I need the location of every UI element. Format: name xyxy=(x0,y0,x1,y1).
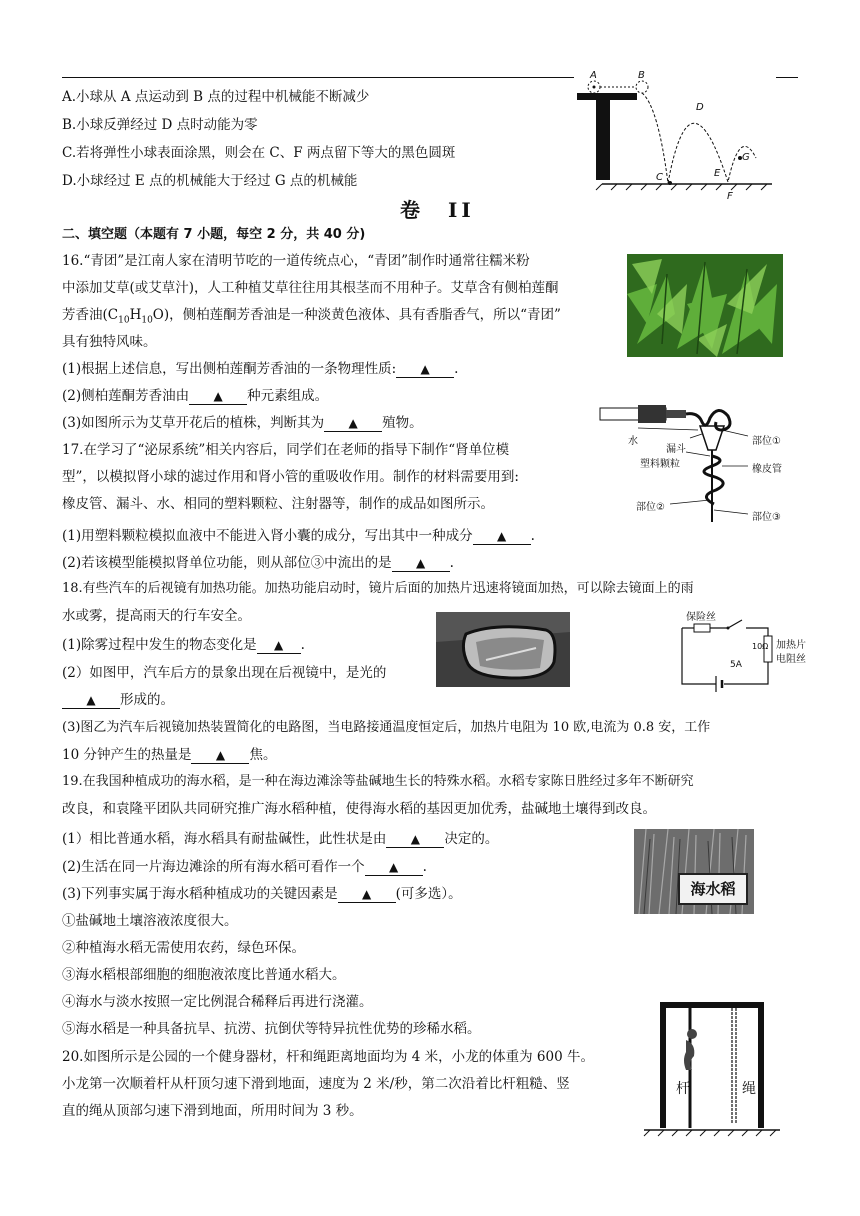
label-funnel: 漏斗 xyxy=(666,444,686,455)
label-water: 水 xyxy=(628,436,638,447)
label-fuse: 保险丝 xyxy=(686,612,716,623)
label-e: E xyxy=(714,168,721,179)
left-post xyxy=(660,1002,666,1128)
q18-part-2: (2）如图甲，汽车后方的景象出现在后视镜中，是光的 xyxy=(62,665,387,681)
q18-part-2-cont: ▲ 形成的。 xyxy=(62,691,174,709)
section-heading: 二、填空题（本题有 7 小题，每空 2 分，共 40 分) xyxy=(62,227,366,242)
option-c: C.若将弹性小球表面涂黑，则会在 C、F 两点留下等大的黑色圆斑 xyxy=(62,145,456,161)
label-part3: 部位③ xyxy=(752,512,781,523)
q20-stem-1: 20.如图所示是公园的一个健身器材，杆和绳距离地面均为 4 米，小龙的体重为 600 牛。 xyxy=(62,1049,594,1065)
q19-option: ①盐碱地土壤溶液浓度很大。 xyxy=(62,913,238,929)
answer-blank[interactable]: ▲ xyxy=(473,529,531,545)
q18-part-1: (1)除雾过程中发生的物态变化是 ▲ . xyxy=(62,637,305,653)
top-beam xyxy=(660,1002,764,1008)
q19-part-3: (3)下列事实属于海水稻种植成功的关键因素是 ▲ (可多选）。 xyxy=(62,886,462,902)
label-heater-1: 加热片 xyxy=(776,640,806,651)
label-r-value: 10Ω xyxy=(752,642,769,651)
label-c: C xyxy=(656,172,663,183)
sea-rice-sign: 海水稻 xyxy=(678,873,748,905)
q17-stem-3: 橡皮管、漏斗、水、相同的塑料颗粒、注射器等，制作的成品如图所示。 xyxy=(62,496,494,512)
label-pole: 杆 xyxy=(676,1081,690,1097)
label-heater-2: 电阻丝 xyxy=(776,654,806,665)
label-d: D xyxy=(696,102,704,113)
option-d: D.小球经过 E 点的机械能大于经过 G 点的机械能 xyxy=(62,173,358,189)
table-top xyxy=(577,93,637,100)
q16-stem-2: 中添加艾草(或艾草汁)，人工种植艾草往往用其根茎而不用种子。艾草含有侧柏莲酮 xyxy=(62,280,559,296)
answer-blank[interactable]: ▲ xyxy=(338,887,396,903)
q18-stem-2: 水或雾，提高雨天的行车安全。 xyxy=(62,608,251,624)
header-rule-left xyxy=(62,77,574,78)
q20-stem-3: 直的绳从顶部匀速下滑到地面，所用时间为 3 秒。 xyxy=(62,1103,363,1119)
q16-stem-1: 16.“青团”是江南人家在清明节吃的一道传统点心，“青团”制作时通常往糯米粉 xyxy=(62,253,530,269)
label-b: B xyxy=(638,70,645,81)
right-post xyxy=(758,1002,764,1128)
mugwort-photo xyxy=(627,254,783,357)
q19-option: ⑤海水稻是一种具备抗旱、抗涝、抗倒伏等特异抗性优势的珍稀水稻。 xyxy=(62,1021,481,1037)
q19-part-1: (1）相比普通水稻，海水稻具有耐盐碱性，此性状是由 ▲ 决定的。 xyxy=(62,831,499,847)
label-g: G xyxy=(742,152,750,163)
label-particles: 塑料颗粒 xyxy=(640,459,680,470)
q16-stem-4: 具有独特风味。 xyxy=(62,334,157,350)
section-title: 卷 II xyxy=(400,198,475,222)
q18-part-3-cont: 10 分钟产生的热量是 ▲ 焦。 xyxy=(62,747,277,763)
q19-stem-1: 19.在我国种植成功的海水稻，是一种在海边滩涂等盐碱地生长的特殊水稻。水稻专家陈日胜经过多年不断研究 xyxy=(62,774,694,789)
rearview-mirror-photo xyxy=(436,612,570,687)
label-a: A xyxy=(590,70,597,81)
label-part1: 部位① xyxy=(752,436,781,447)
label-f: F xyxy=(727,191,733,202)
q19-part-2: (2)生活在同一片海边滩涂的所有海水稻可看作一个 ▲ . xyxy=(62,859,427,875)
sea-rice-photo xyxy=(634,829,754,914)
q17-stem-2: 型”，以模拟肾小球的滤过作用和肾小管的重吸收作用。制作的材料需要用到: xyxy=(62,469,519,485)
option-b: B.小球反弹经过 D 点时动能为零 xyxy=(62,117,258,133)
label-tube: 橡皮管 xyxy=(752,464,782,475)
q16-part-1: (1)根据上述信息，写出侧柏莲酮芳香油的一条物理性质: ▲ . xyxy=(62,361,459,377)
answer-blank[interactable]: ▲ xyxy=(324,416,382,432)
q20-stem-2: 小龙第一次顺着杆从杆顶匀速下滑到地面，速度为 2 米/秒，第二次沿着比杆粗糙、竖 xyxy=(62,1076,570,1092)
label-rope: 绳 xyxy=(742,1081,756,1097)
q16-stem-3: 芳香油$(C_{10}H_{10}O)$，侧柏莲酮芳香油是一种淡黄色液体、具有香脂香气，所以“青团” xyxy=(62,307,561,326)
answer-blank[interactable]: ▲ xyxy=(189,389,247,405)
ball-b xyxy=(636,81,648,93)
answer-blank[interactable]: ▲ xyxy=(392,556,450,572)
q17-part-1: (1)用塑料颗粒模拟血液中不能进入肾小囊的成分，写出其中一种成分 ▲ . xyxy=(62,528,535,544)
answer-blank[interactable]: ▲ xyxy=(386,832,444,848)
label-current: 5A xyxy=(730,660,742,670)
fuse xyxy=(694,624,710,632)
answer-blank[interactable]: ▲ xyxy=(191,748,249,764)
bouncing-ball-figure xyxy=(572,66,798,202)
q18-stem-1: 18.有些汽车的后视镜有加热功能。加热功能启动时，镜片后面的加热片迅速将镜面加热，可以除去镜面上的雨 xyxy=(62,581,694,596)
pole-rope-figure xyxy=(640,1000,786,1138)
q16-part-3: (3)如图所示为艾草开花后的植株，判断其为 ▲ 殖物。 xyxy=(62,415,423,431)
q17-part-2: (2)若该模型能模拟肾单位功能，则从部位③中流出的是 ▲ . xyxy=(62,555,454,571)
label-part2: 部位② xyxy=(636,502,665,513)
q19-stem-2: 改良，和袁隆平团队共同研究推广海水稻种植，使得海水稻的基因更加优秀，盐碱地土壤得到改良。 xyxy=(62,801,656,817)
q19-option: ②种植海水稻无需使用农药，绿色环保。 xyxy=(62,940,305,956)
q17-stem-1: 17.在学习了“泌尿系统”相关内容后，同学们在老师的指导下制作“肾单位模 xyxy=(62,442,510,458)
q19-option: ③海水稻根部细胞的细胞液浓度比普通水稻大。 xyxy=(62,967,346,983)
q16-part-2: (2)侧柏莲酮芳香油由 ▲ 种元素组成。 xyxy=(62,388,329,404)
answer-blank[interactable]: ▲ xyxy=(365,860,423,876)
q19-option: ④海水与淡水按照一定比例混合稀释后再进行浇灌。 xyxy=(62,994,373,1010)
rubber-tube-coil xyxy=(704,456,723,504)
table-leg xyxy=(596,100,610,180)
answer-blank[interactable]: ▲ xyxy=(62,693,120,709)
answer-blank[interactable]: ▲ xyxy=(396,362,454,378)
q18-part-3: (3)图乙为汽车后视镜加热装置简化的电路图，当电路接通温度恒定后，加热片电阻为 10 欧,电流为 0.8 安，工作 xyxy=(62,720,711,735)
option-a: A.小球从 A 点运动到 B 点的过程中机械能不断减少 xyxy=(62,89,370,105)
answer-blank[interactable]: ▲ xyxy=(257,638,301,654)
